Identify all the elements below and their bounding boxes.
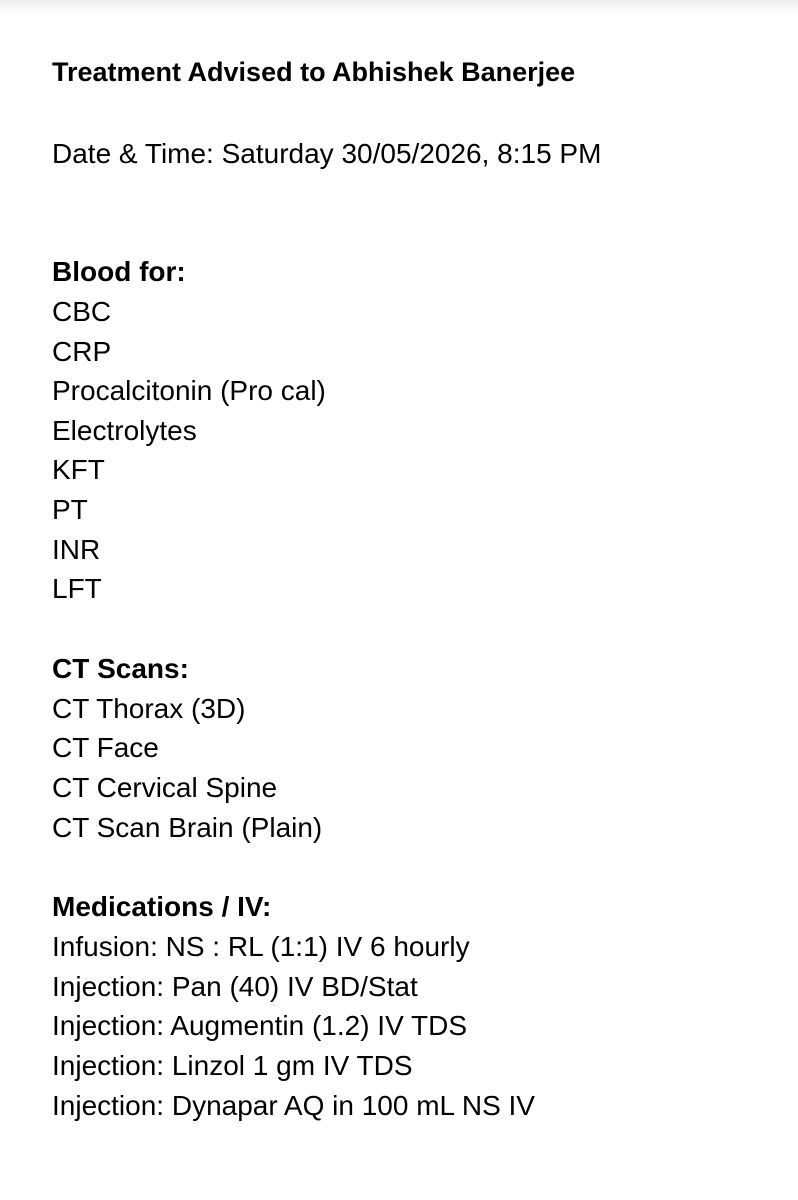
list-item: CRP <box>52 335 112 367</box>
ct-scans-list <box>52 689 782 847</box>
list-item: KFT <box>52 454 105 486</box>
list-item: CT Face <box>52 732 159 764</box>
ct-scans-section <box>52 649 782 847</box>
list-item: Infusion: NS : RL (1:1) IV 6 hourly <box>52 931 470 963</box>
list-item: Injection: Linzol 1 gm IV TDS <box>52 1049 413 1081</box>
blood-tests-heading: Blood for: <box>52 256 186 287</box>
list-item: Injection: Pan (40) IV BD/Stat <box>52 970 418 1002</box>
ct-scans-heading: CT Scans: <box>52 652 189 684</box>
blood-tests-list <box>52 292 782 609</box>
list-item: Injection: Augmentin (1.2) IV TDS <box>52 1010 468 1042</box>
medications-list <box>52 927 782 1125</box>
list-item: CT Cervical Spine <box>52 771 278 803</box>
list-item: Injection: Dynapar AQ in 100 mL NS IV <box>52 1089 535 1121</box>
list-item: LFT <box>52 573 102 605</box>
list-item: CT Scan Brain (Plain) <box>52 811 323 843</box>
list-item: PT <box>52 493 88 525</box>
list-item: Procalcitonin (Pro cal) <box>52 375 326 407</box>
note-datetime: Date & Time: Saturday 30/05/2026, 8:15 PM <box>52 138 602 169</box>
blood-tests-section <box>52 252 782 609</box>
list-item: CT Thorax (3D) <box>52 692 246 724</box>
treatment-note <box>52 52 782 1125</box>
medications-section <box>52 887 782 1125</box>
list-item: CBC <box>52 296 112 327</box>
note-title: Treatment Advised to Abhishek Banerjee <box>52 57 576 87</box>
top-edge-shadow <box>0 0 798 14</box>
list-item: INR <box>52 533 101 565</box>
list-item: Electrolytes <box>52 414 197 446</box>
medications-heading: Medications / IV: <box>52 891 272 923</box>
